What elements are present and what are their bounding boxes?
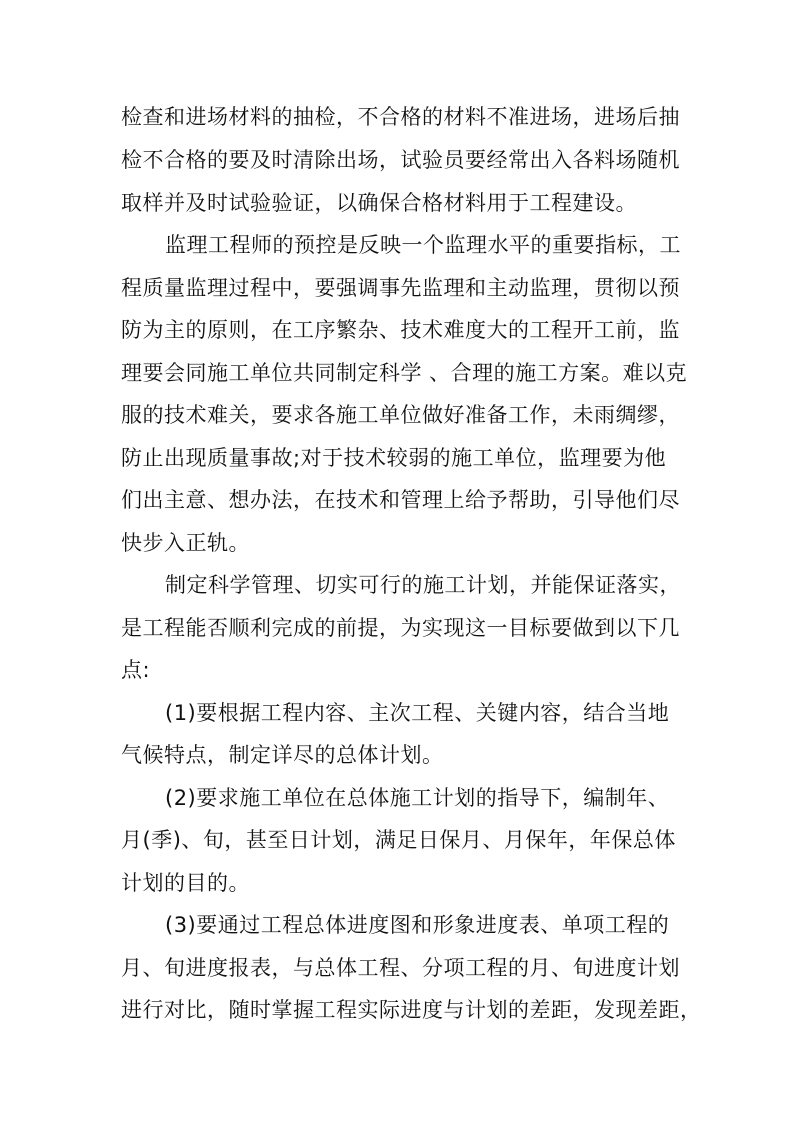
text-line: 计划的目的。 (121, 871, 250, 895)
list-item-3-first-line: (3)要通过工程总体进度图和形象进度表、单项工程的 (165, 913, 670, 937)
text-line: 进行对比，随时掌握工程实际进度与计划的差距，发现差距， (121, 998, 702, 1022)
text-line: 程质量监理过程中，要强调事先监理和主动监理，贯彻以预 (121, 276, 680, 300)
text-line: 月(季)、旬，甚至日计划，满足日保月、月保年，年保总体 (121, 828, 676, 852)
text-line: 防止出现质量事故;对于技术较弱的施工单位，监理要为他 (121, 446, 667, 470)
text-line: 检查和进场材料的抽检，不合格的材料不准进场，进场后抽 (121, 105, 680, 129)
list-item-2-first-line: (2)要求施工单位在总体施工计划的指导下，编制年、 (165, 786, 670, 810)
text-line: 理要会同施工单位共同制定科学 、合理的施工方案。难以克 (121, 361, 688, 385)
text-line: 是工程能否顺利完成的前提，为实现这一目标要做到以下几 (121, 616, 680, 640)
list-item-1-first-line: (1)要根据工程内容、主次工程、关键内容，结合当地 (165, 701, 670, 725)
text-line: 快步入正轨。 (121, 531, 250, 555)
text-line: 检不合格的要及时清除出场，试验员要经常出入各料场随机 (121, 148, 680, 172)
text-line: 服的技术难关，要求各施工单位做好准备工作，未雨绸缪， (121, 403, 680, 427)
text-line: 点: (121, 658, 151, 682)
paragraph-first-line: 监理工程师的预控是反映一个监理水平的重要指标，工 (165, 233, 681, 257)
paragraph-first-line: 制定科学管理、切实可行的施工计划，并能保证落实， (165, 573, 681, 597)
text-line: 防为主的原则，在工序繁杂、技术难度大的工程开工前，监 (121, 318, 680, 342)
text-line: 月、旬进度报表，与总体工程、分项工程的月、旬进度计划 (121, 956, 680, 980)
text-line: 们出主意、想办法，在技术和管理上给予帮助，引导他们尽 (121, 488, 680, 512)
text-line: 气候特点，制定详尽的总体计划。 (121, 743, 444, 767)
text-line: 取样并及时试验验证，以确保合格材料用于工程建设。 (121, 191, 637, 215)
